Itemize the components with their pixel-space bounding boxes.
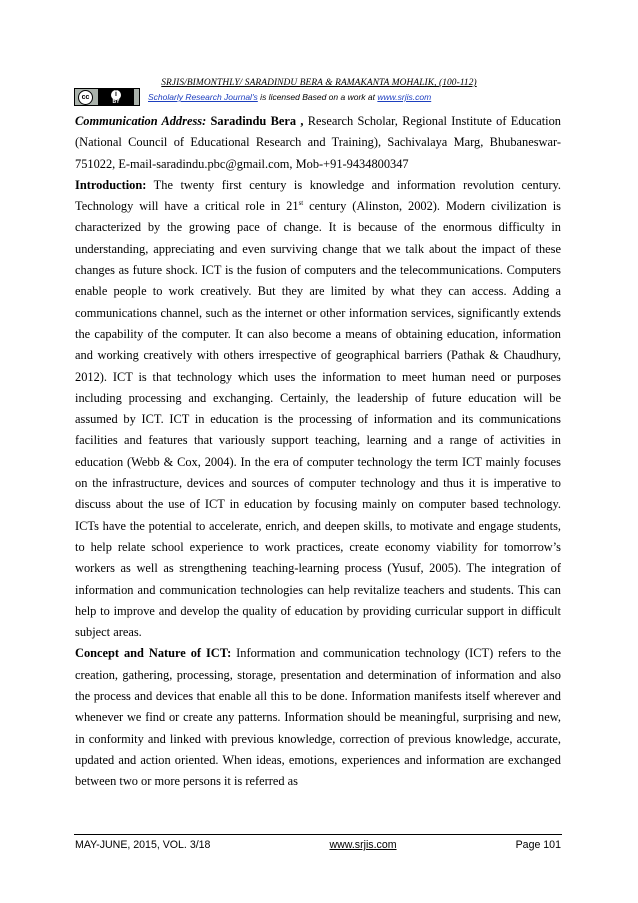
- communication-address-paragraph: [75, 111, 561, 175]
- footer-page-number: Page 101: [515, 839, 561, 851]
- cc-logo-icon: cc: [78, 90, 93, 105]
- comm-address-text: Research Scholar, Regional Institute of Education (National Council of Educational Research and Training), Sachivalaya Marg, Bhubaneswar-751022, E-mail-saradindu.pbc@gmail.com, Mob-+91-9434800347: [75, 114, 561, 171]
- license-bar: [74, 89, 431, 105]
- license-text: [148, 92, 431, 102]
- introduction-paragraph: [75, 175, 561, 644]
- author-name: Saradindu Bera ,: [210, 114, 304, 128]
- introduction-text-a: The twenty first century is knowledge and information revolution century. Technology will have a critical role in 21: [75, 177, 561, 214]
- article-body: [75, 111, 561, 793]
- concept-heading: Concept and Nature of ICT:: [75, 646, 232, 661]
- journal-link[interactable]: Scholarly Research Journal's: [148, 92, 258, 102]
- license-url-link[interactable]: www.srjis.com: [377, 92, 432, 102]
- cc-by-badge[interactable]: [74, 88, 140, 106]
- concept-paragraph: [75, 643, 561, 792]
- footer-divider: [74, 834, 562, 835]
- introduction-heading: Introduction:: [75, 177, 147, 192]
- by-block: [98, 89, 134, 105]
- ordinal-superscript: st: [298, 199, 304, 208]
- concept-text: Information and communication technology (ICT) refers to the creation, gathering, processing, storage, presentation and determination of information and also the process and devices that enable all this to be done. Information manifests itself wherever and whenever we find or create any patterns. Information should be meaningful, surprising and new, in conformity and linked with previous knowledge, correction of previous knowledge, accurate, updated and action oriented. When ideas, emotions, experiences and information are exchanged between two or more persons it is referred as: [75, 646, 561, 789]
- introduction-text-b: century (Alinston, 2002). Modern civilization is characterized by the growing pace of change. It is because of the enormous difficulty in understanding, appreciating and even surviving change that we talk about the impact of these changes as future shock. ICT is the fusion of computers and the telecommunications. Computers enable people to work creatively. But they are limited by what they can access. Adding a communications channel, such as the internet or other information services, significantly extends the capability of the computer. It can also become a means of obtaining education, information and working creatively with others irrespective of geographical barriers (Pathak & Chaudhury, 2012). ICT is that technology which uses the information to meet human need or purposes including processing and exchanging. Certainly, the leadership of future education will be assumed by ICT. ICT in education is the processing of information and its communications facilities and features that variously support teaching, learning and a range of activities in education (Webb & Cox, 2004). In the era of computer technology the term ICT mainly focuses on the infrastructure, devices and sources of computer technology and thus it is imperative to discuss about the use of ICT in education by focusing mainly on computer based technology. ICTs have the potential to accelerate, enrich, and deepen skills, to motivate and engage students, to help relate school experience to work practices, create economy viability for tomorrow’s workers as well as strengthening teaching-learning process (Yusuf, 2005). The integration of information and communication technologies can help revitalize teachers and students. This can help to improve and develop the quality of education by providing curricular support in difficult subject areas.: [75, 199, 562, 640]
- page-footer: [75, 839, 561, 851]
- running-header: SRJIS/BIMONTHLY/ SARADINDU BERA & RAMAKANTA MOHALIK, (100-112): [161, 78, 477, 88]
- footer-url-link[interactable]: www.srjis.com: [329, 839, 397, 851]
- license-middle-text: is licensed Based on a work at: [257, 92, 378, 102]
- by-label: BY: [112, 98, 120, 105]
- footer-issue: MAY-JUNE, 2015, VOL. 3/18: [75, 839, 211, 851]
- comm-address-label: Communication Address:: [75, 114, 207, 128]
- attribution-person-icon: i: [111, 90, 121, 100]
